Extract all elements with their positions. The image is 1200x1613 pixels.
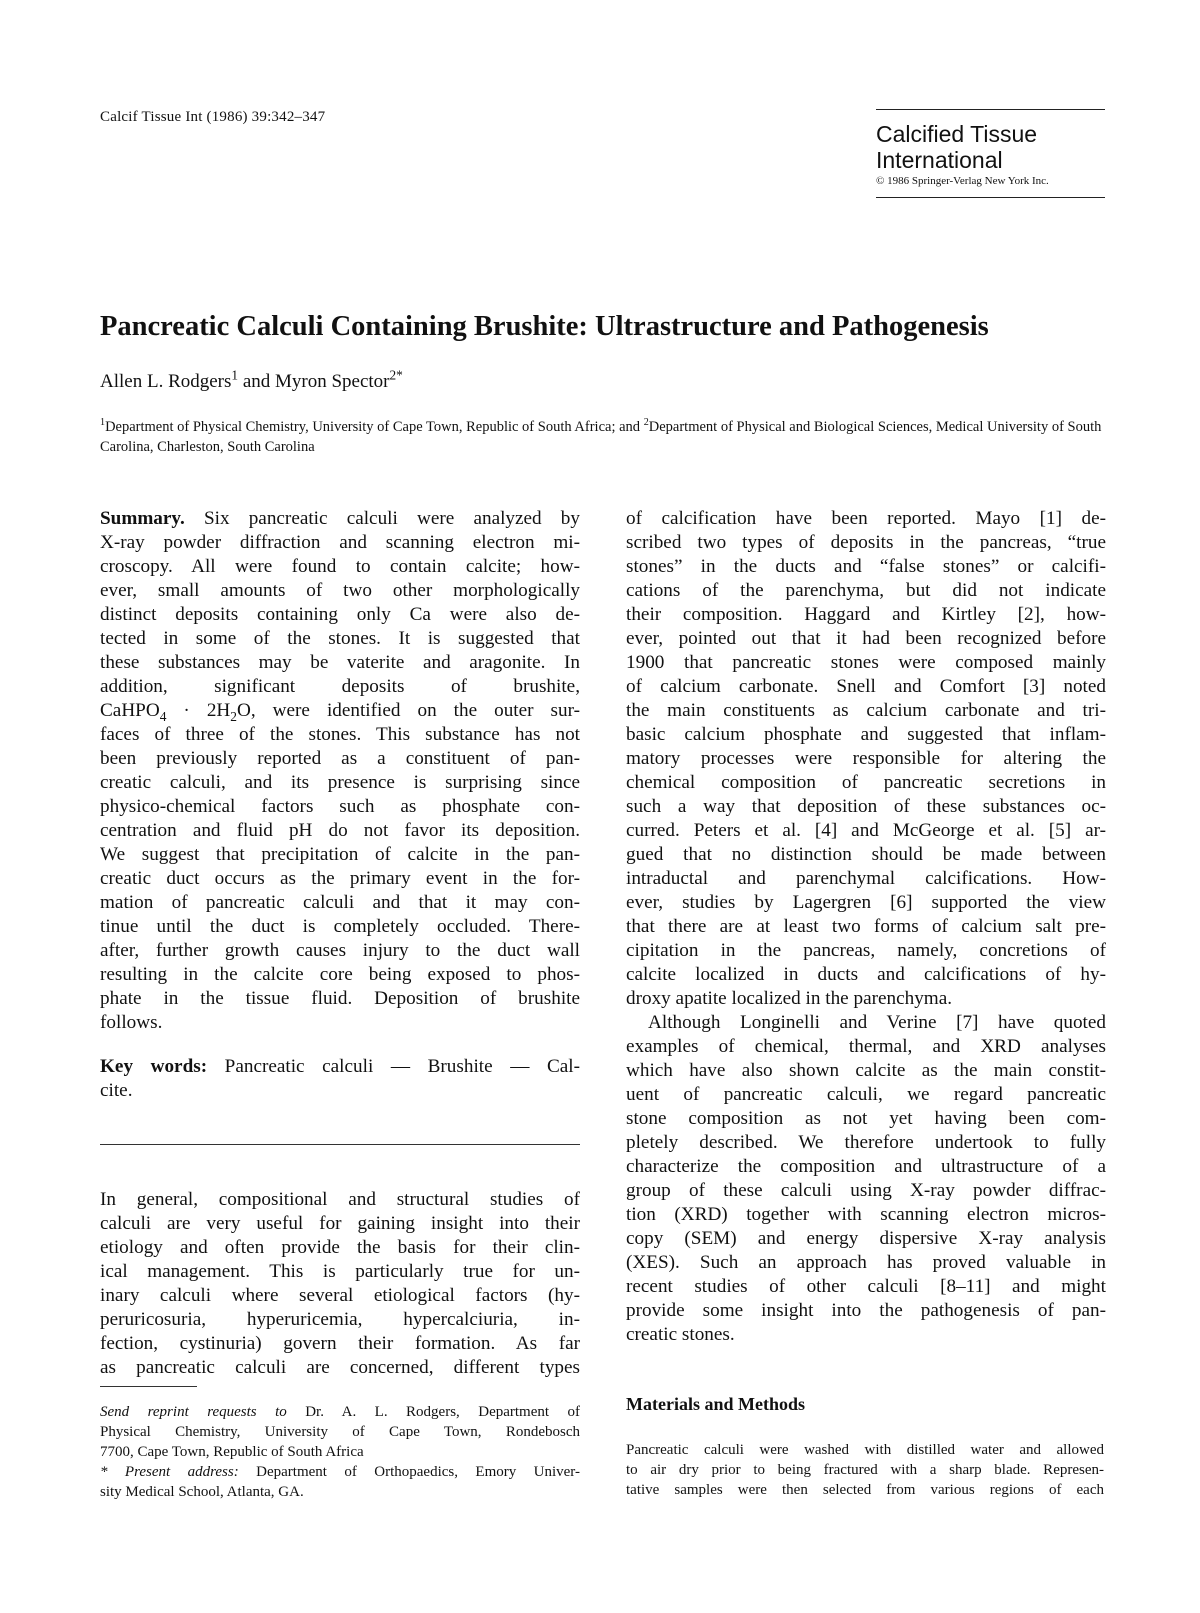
footnote-divider [100, 1386, 197, 1387]
text-line: CaHPO$_4$ · $2H_2O$, were identified on the outer sur- [100, 700, 580, 723]
text-line: that there are at least two forms of calcium salt pre- [626, 916, 1106, 937]
intro-paragraph [100, 1188, 580, 1380]
text-line: 1900 that pancreatic stones were composed mainly [626, 652, 1106, 673]
affiliation-text: Department of Physical and Biological Sciences, Medical University of South Carolina, Charleston, South Carolina [100, 419, 1102, 455]
text-line: In general, compositional and structural studies of [100, 1189, 580, 1210]
text-line: to air dry prior to being fractured with a sharp blade. Represen- [626, 1462, 1104, 1478]
text-line: X-ray powder diffraction and scanning electron mi- [100, 532, 580, 553]
journal-citation: Calcif Tissue Int (1986) 39:342–347 [100, 109, 326, 125]
journal-masthead [876, 109, 1105, 198]
text-line: cite. [100, 1080, 133, 1101]
chemical-formula: CaHPO [100, 700, 160, 721]
text-line: matory processes were responsible for altering the [626, 748, 1106, 769]
author-name: Myron Spector [275, 371, 390, 392]
affiliation-mark: 1 [100, 417, 106, 429]
text-line: of calcification have been reported. Mayo [1] de- [626, 508, 1106, 529]
text-line: addition, significant deposits of brushite, [100, 676, 580, 697]
text-line: etiology and often provide the basis for their clin- [100, 1237, 580, 1258]
text-line: their composition. Haggard and Kirtley [2], how- [626, 604, 1106, 625]
text-line: basic calcium phosphate and suggested that inflam- [626, 724, 1106, 745]
text-line: tinue until the duct is completely occluded. There- [100, 916, 580, 937]
text-line: intraductal and parenchymal calcifications. How- [626, 868, 1106, 889]
text-line: tected in some of the stones. It is suggested that [100, 628, 580, 649]
text-line: tative samples were then selected from various regions of each [626, 1482, 1104, 1498]
text-line: of calcium carbonate. Snell and Comfort [3] noted [626, 676, 1106, 697]
summary-paragraph [100, 507, 580, 1035]
text-line: creatic duct occurs as the primary event in the for- [100, 868, 580, 889]
text-line: Send reprint requests to Dr. A. L. Rodgers, Department of [100, 1404, 580, 1420]
text-line: the main constituents as calcium carbonate and tri- [626, 700, 1106, 721]
text-line: ever, studies by Lagergren [6] supported the view [626, 892, 1106, 913]
text-line: examples of chemical, thermal, and XRD analyses [626, 1036, 1106, 1057]
text-line: tion (XRD) together with scanning electron micros- [626, 1204, 1106, 1225]
body-paragraph [626, 1011, 1106, 1347]
text-line: ical management. This is particularly true for un- [100, 1261, 580, 1282]
text-line: Summary. Six pancreatic calculi were analyzed by [100, 508, 580, 529]
keywords-paragraph [100, 1055, 580, 1103]
affiliations [100, 417, 1105, 457]
section-heading-methods: Materials and Methods [626, 1394, 805, 1414]
text-line: cations of the parenchyma, but did not indicate [626, 580, 1106, 601]
text-line: as pancreatic calculi are concerned, different types [100, 1357, 580, 1378]
body-paragraph [626, 507, 1106, 1011]
summary-label: Summary. [100, 508, 185, 529]
journal-name-line1: Calcified Tissue [876, 121, 1038, 147]
text-line: been previously reported as a constituent of pan- [100, 748, 580, 769]
text-line: peruricosuria, hyperuricemia, hypercalciuria, in- [100, 1309, 580, 1330]
affiliation-mark: 2 [643, 417, 649, 429]
text-line: characterize the composition and ultrastructure of a [626, 1156, 1106, 1177]
footnote-label: Send reprint requests to [100, 1404, 287, 1420]
text-line: creatic calculi, and its presence is surprising since [100, 772, 580, 793]
author-list [100, 367, 403, 393]
text-line: these substances may be vaterite and aragonite. In [100, 652, 580, 673]
affiliation-mark: 1 [231, 367, 239, 383]
text-line: droxy apatite localized in the parenchyma. [626, 988, 953, 1009]
text-line: mation of pancreatic calculi and that it may con- [100, 892, 580, 913]
text-line: stones” in the ducts and “false stones” or calcifi- [626, 556, 1106, 577]
left-column [100, 507, 580, 1380]
author-name: Allen L. Rodgers [100, 371, 232, 392]
text-line: Physical Chemistry, University of Cape Town, Rondebosch [100, 1424, 580, 1440]
text-line: uent of pancreatic calculi, we regard pancreatic [626, 1084, 1106, 1105]
text-line: resulting in the calcite core being exposed to phos- [100, 964, 580, 985]
text-line: cipitation in the pancreas, namely, concretions of [626, 940, 1106, 961]
text-line: physico-chemical factors such as phosphate con- [100, 796, 580, 817]
text-line: gued that no distinction should be made between [626, 844, 1106, 865]
text-line: (XES). Such an approach has proved valuable in [626, 1252, 1106, 1273]
text-line: croscopy. All were found to contain calcite; how- [100, 556, 580, 577]
footnote-label: * Present address: [100, 1464, 239, 1480]
text-line: pletely described. We therefore undertook to fully [626, 1132, 1106, 1153]
text-line: * Present address: Department of Orthopaedics, Emory Univer- [100, 1464, 581, 1480]
text-line: We suggest that precipitation of calcite in the pan- [100, 844, 580, 865]
text-line: phate in the tissue fluid. Deposition of brushite [100, 988, 580, 1009]
text-line: faces of three of the stones. This substance has not [100, 724, 580, 745]
text-line: Although Longinelli and Verine [7] have quoted [648, 1012, 1106, 1033]
text-line: ever, small amounts of two other morphologically [100, 580, 580, 601]
text-line: fection, cystinuria) govern their formation. As far [100, 1333, 580, 1354]
text-line: calcite localized in ducts and calcifications of hy- [626, 964, 1106, 985]
text-line: inary calculi where several etiological factors (hy- [100, 1285, 580, 1306]
affiliation-mark: 2* [389, 367, 403, 383]
author-conjunction: and [238, 371, 275, 392]
text-line: 7700, Cape Town, Republic of South Africa [100, 1444, 364, 1460]
text-line: which have also shown calcite as the main constit- [626, 1060, 1106, 1081]
text-line: after, further growth causes injury to the duct wall [100, 940, 580, 961]
right-column [626, 507, 1106, 1347]
journal-name-line2: International [876, 147, 1003, 173]
text-line: stone composition as not yet having been com- [626, 1108, 1106, 1129]
text-line: centration and fluid pH do not favor its deposition. [100, 820, 580, 841]
text-line: group of these calculi using X-ray powder diffrac- [626, 1180, 1106, 1201]
methods-paragraph [626, 1440, 1104, 1500]
section-divider [100, 1144, 580, 1145]
text-line: chemical composition of pancreatic secretions in [626, 772, 1106, 793]
text-line: calculi are very useful for gaining insight into their [100, 1213, 580, 1234]
text-line: follows. [100, 1012, 163, 1033]
footnote [100, 1402, 580, 1502]
text-line: ever, pointed out that it had been recognized before [626, 628, 1106, 649]
copyright-notice: © 1986 Springer-Verlag New York Inc. [876, 175, 1049, 187]
text-line: sity Medical School, Atlanta, GA. [100, 1484, 304, 1500]
article-title: Pancreatic Calculi Containing Brushite: Ultrastructure and Pathogenesis [100, 311, 989, 342]
text-line: copy (SEM) and energy dispersive X-ray analysis [626, 1228, 1106, 1249]
text-line: recent studies of other calculi [8–11] and might [626, 1276, 1106, 1297]
text-line: distinct deposits containing only Ca were also de- [100, 604, 580, 625]
text-line: creatic stones. [626, 1324, 735, 1345]
text-line: scribed two types of deposits in the pancreas, “true [626, 532, 1106, 553]
text-line: Pancreatic calculi were washed with distilled water and allowed [626, 1442, 1104, 1458]
text-line: curred. Peters et al. [4] and McGeorge et al. [5] ar- [626, 820, 1106, 841]
text-line: such a way that deposition of these substances oc- [626, 796, 1106, 817]
keywords-label: Key words: [100, 1056, 208, 1077]
affiliation-text: Department of Physical Chemistry, University of Cape Town, Republic of South Africa; and [105, 419, 644, 435]
text-line: provide some insight into the pathogenesis of pan- [626, 1300, 1106, 1321]
text-line: Key words: Pancreatic calculi — Brushite — Cal- [100, 1056, 580, 1077]
